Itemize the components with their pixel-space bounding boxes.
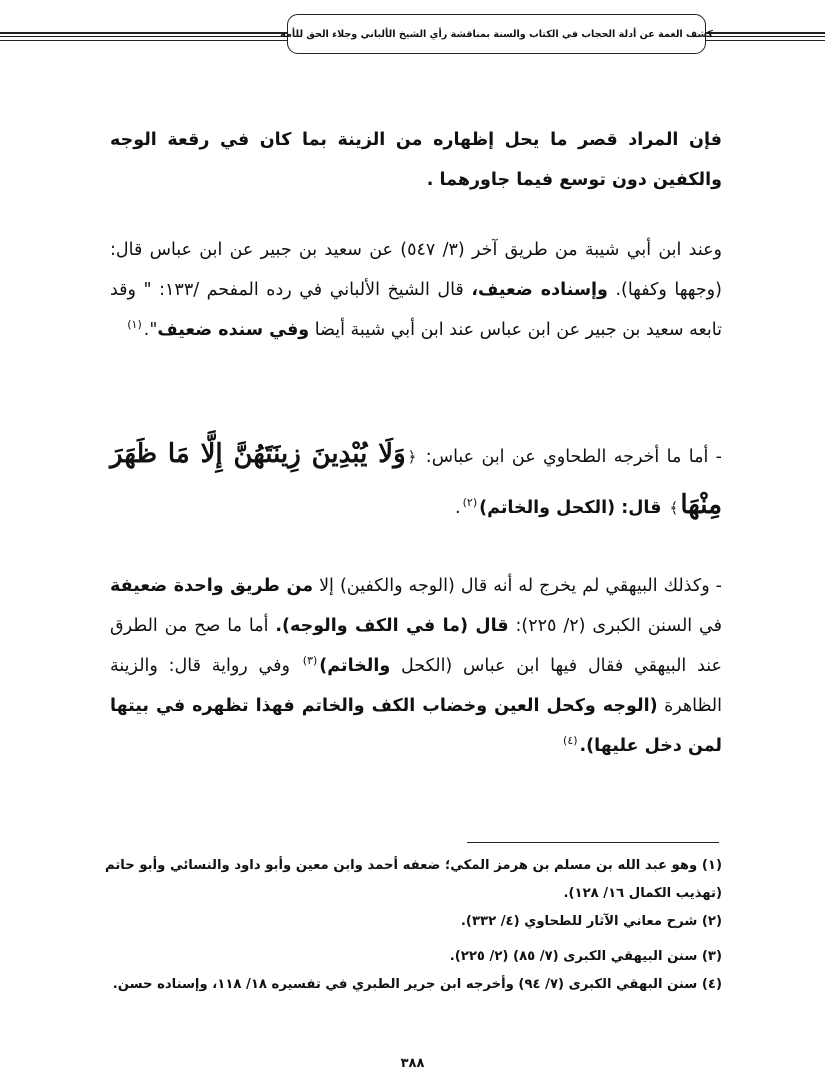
paragraph-2-bold-daif: وفي سنده ضعيف xyxy=(157,320,310,340)
quran-bracket-close: ﴾ xyxy=(669,499,679,517)
footnote-3: (٣) سنن البيهقي الكبرى (٧/ ٨٥) (٢/ ٢٢٥). xyxy=(449,949,722,964)
paragraph-2 xyxy=(110,230,722,350)
paragraph-4 xyxy=(110,566,722,766)
paragraph-3 xyxy=(110,430,722,532)
page-number: ٣٨٨ xyxy=(400,1056,425,1071)
paragraph-3-text-a: - أما ما أخرجه الطحاوي عن ابن عباس: xyxy=(418,447,722,467)
footnote-ref-2[interactable]: (٢) xyxy=(462,496,478,510)
footnote-separator xyxy=(467,842,719,843)
paragraph-4-bold-single-path: من طريق واحدة ضعيفة xyxy=(110,576,314,596)
quran-verse: وَلَا يُبْدِينَ زِينَتَهُنَّ إِلَّا مَا ظَهَرَ مِنْهَا xyxy=(110,439,722,520)
paragraph-1-text: فإن المراد قصر ما يحل إظهاره من الزينة بما كان في رقعة الوجه والكفين دون توسع فيما جاورهما . xyxy=(110,130,722,190)
paragraph-2-text-a: وعند ابن أبي شيبة من طريق آخر (٣/ ٥٤٧) عن سعيد بن جبير عن ابن عباس قال: (وجهها وكفها). xyxy=(110,240,723,300)
paragraph-3-bold-qal: قال: (الكحل والخاتم) xyxy=(479,498,668,518)
quran-bracket-open: ﴿ xyxy=(407,448,417,466)
footnotes xyxy=(105,852,722,999)
paragraph-4-bold-qal: قال (ما في الكف والوجه). xyxy=(275,616,509,636)
footnote-2: (٢) شرح معاني الآثار للطحاوي (٤/ ٣٣٢). xyxy=(460,914,722,929)
footnote-4: (٤) سنن البهقي الكبرى (٧/ ٩٤) وأخرجه ابن جرير الطبري في تفسيره ١٨/ ١١٨، وإسناده حسن. xyxy=(112,977,722,992)
paragraph-4-text-a: - وكذلك البيهقي لم يخرج له أنه قال (الوجه والكفين) إلا xyxy=(313,576,722,596)
paragraph-4-text-b: في السنن الكبرى (٢/ ٢٢٥): xyxy=(508,616,722,636)
paragraph-2-text-c: ". xyxy=(143,320,158,340)
paragraph-4-bold-zina: (الوجه وكحل العين وخضاب الكف والخاتم فهذا تظهره في بيتها لمن دخل عليها). xyxy=(110,696,722,756)
footnote-ref-4[interactable]: (٤) xyxy=(563,734,578,748)
paragraph-3-text-end: . xyxy=(455,498,461,518)
paragraph-4-text-d: وفي رواية قال: والزينة الظاهرة xyxy=(110,656,722,716)
paragraph-2-bold-isnad: وإسناده ضعيف، xyxy=(471,280,608,300)
running-header xyxy=(280,14,713,54)
running-header-title: كشف الغمة عن أدلة الحجاب في الكتاب والسنة بمناقشة رأي الشيخ الألباني وجلاء الحق للأمة xyxy=(280,28,713,40)
paragraph-4-text-c: أما ما صح من الطرق عند البيهقي فقال فيها ابن عباس (الكحل xyxy=(110,616,722,676)
footnote-1: (١) وهو عبد الله بن مسلم بن هرمز المكي؛ ضعفه أحمد وابن معين وأبو داود والنسائي وأبو حاتم (تهذيب الكمال ١٦/ ١٢٨). xyxy=(105,858,722,901)
footnote-ref-1[interactable]: (١) xyxy=(127,318,142,332)
paragraph-4-bold-khatam: والخاتم) xyxy=(319,656,391,676)
paragraph-1 xyxy=(110,120,722,200)
paragraph-2-text-b: قال الشيخ الألباني في رده المفحم /١٣٣: " وقد تابعه سعيد بن جبير عن ابن عباس عند ابن أبي شيبة أيضا xyxy=(110,280,722,340)
footnote-ref-3[interactable]: (٣) xyxy=(302,654,318,668)
